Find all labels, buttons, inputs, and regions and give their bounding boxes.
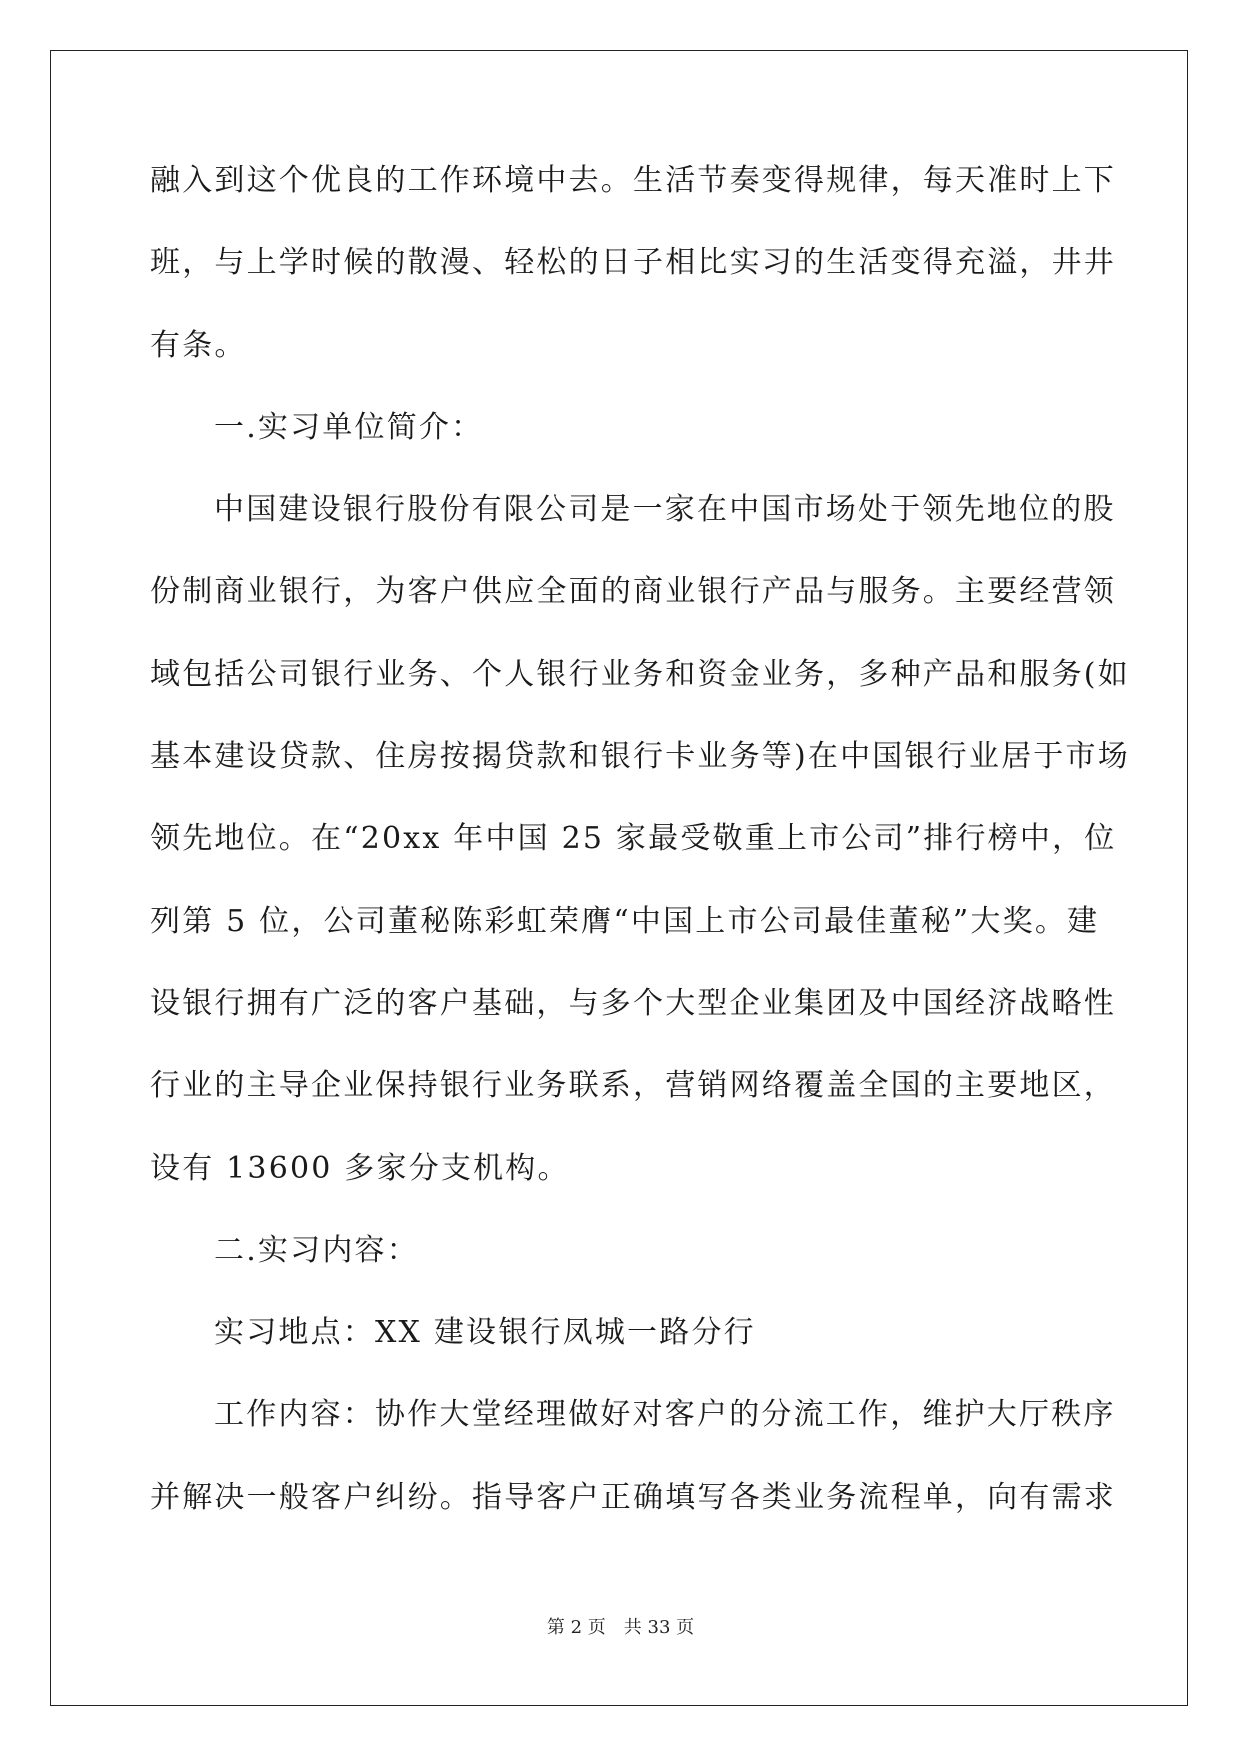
text-line: 实习地点：XX 建设银行凤城一路分行 (214, 1315, 756, 1351)
text-line: 行业的主导企业保持银行业务联系，营销网络覆盖全国的主要地区， (150, 1068, 1116, 1104)
text-line: 工作内容：协作大堂经理做好对客户的分流工作，维护大厅秩序 (214, 1397, 1116, 1433)
text-line: 域包括公司银行业务、个人银行业务和资金业务，多种产品和服务(如 (150, 656, 1130, 692)
text-line: 设银行拥有广泛的客户基础，与多个大型企业集团及中国经济战略性 (150, 985, 1116, 1021)
section-heading: 二.实习内容： (214, 1232, 419, 1268)
text-line: 班，与上学时候的散漫、轻松的日子相比实习的生活变得充溢，井井 (150, 245, 1116, 281)
text-line: 有条。 (150, 327, 247, 363)
text-line: 融入到这个优良的工作环境中去。生活节奏变得规律，每天准时上下 (150, 163, 1116, 198)
text-line: 列第 5 位，公司董秘陈彩虹荣膺“中国上市公司最佳董秘”大奖。建 (150, 903, 1100, 939)
page-number: 第 2 页 共 33 页 (546, 1617, 695, 1638)
text-line: 中国建设银行股份有限公司是一家在中国市场处于领先地位的股 (214, 492, 1116, 528)
text-line: 基本建设贷款、住房按揭贷款和银行卡业务等)在中国银行业居于市场 (150, 739, 1130, 775)
text-line: 领先地位。在“20xx 年中国 25 家最受敬重上市公司”排行榜中，位 (150, 821, 1117, 857)
section-heading: 一.实习单位简介： (214, 409, 484, 445)
text-line: 并解决一般客户纠纷。指导客户正确填写各类业务流程单，向有需求 (150, 1479, 1116, 1515)
text-line: 份制商业银行，为客户供应全面的商业银行产品与服务。主要经营领 (150, 574, 1116, 610)
document-body (150, 162, 1130, 1561)
text-line: 设有 13600 多家分支机构。 (150, 1150, 570, 1186)
